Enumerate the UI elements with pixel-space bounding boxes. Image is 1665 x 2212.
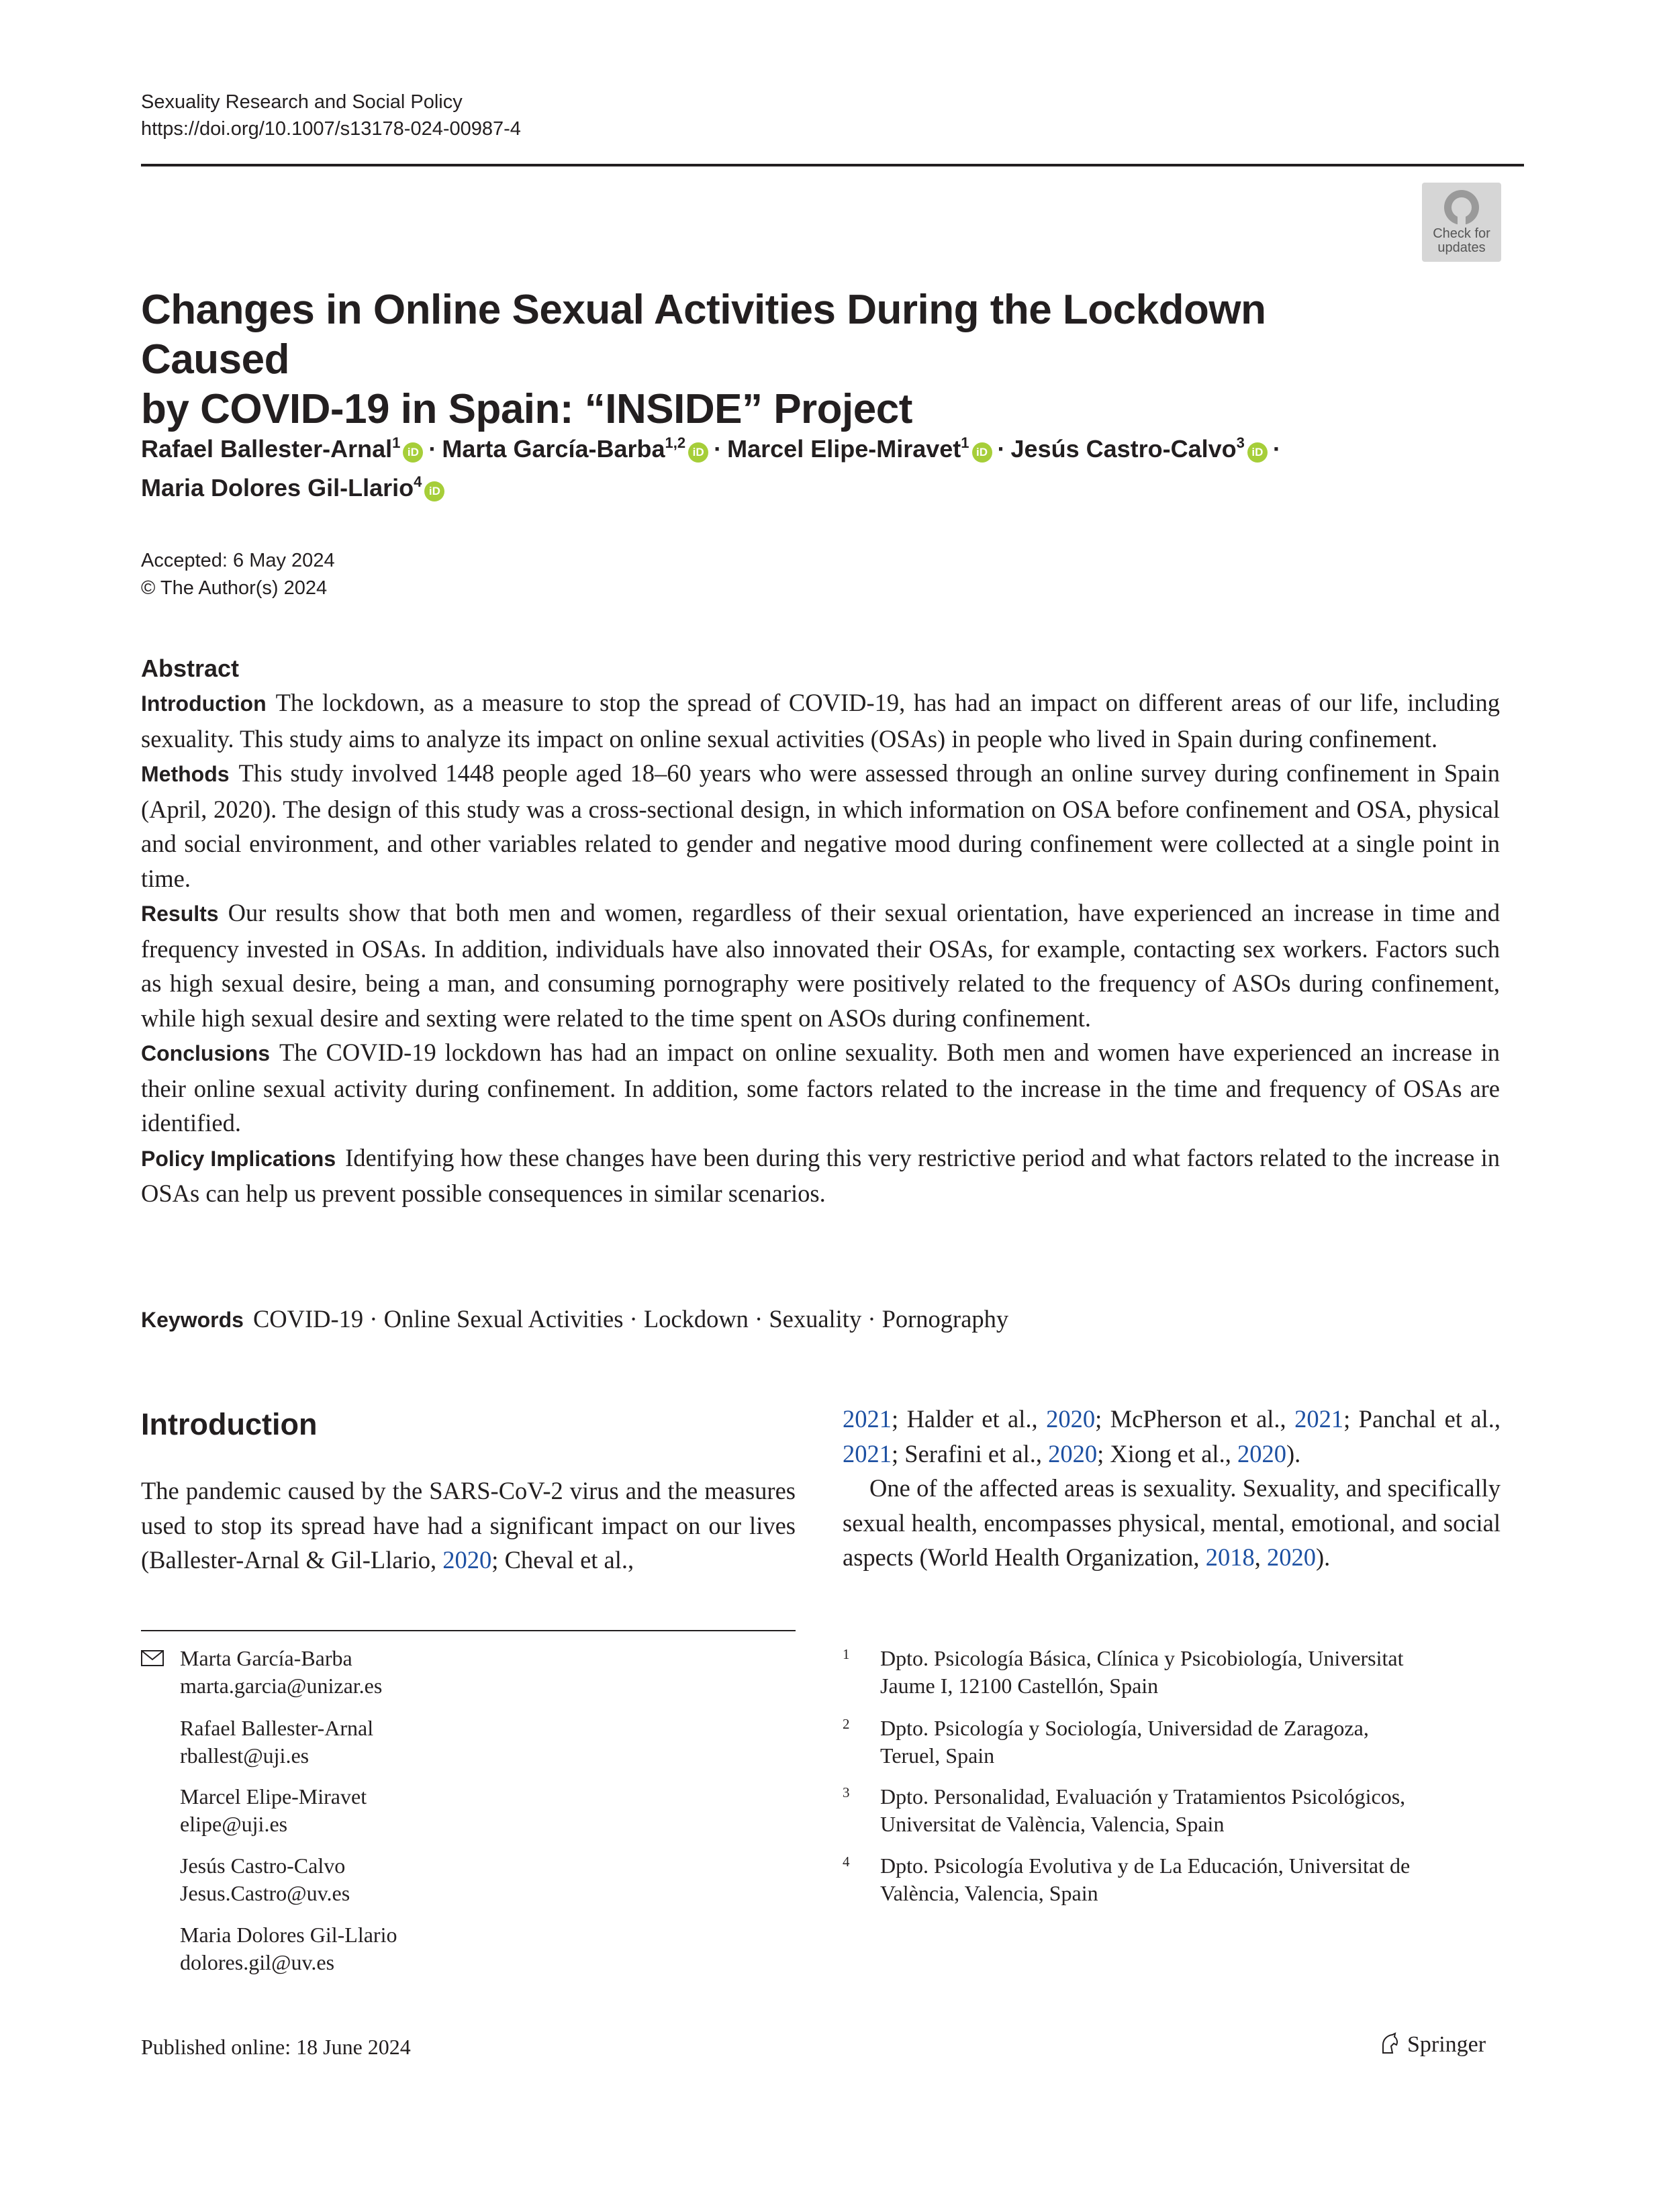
envelope-icon — [141, 1650, 164, 1666]
author-name[interactable]: Rafael Ballester-Arnal — [141, 435, 393, 463]
contact-email[interactable]: Jesus.Castro@uv.es — [180, 1881, 350, 1905]
keywords — [141, 1302, 1008, 1337]
title-line-1: Changes in Online Sexual Activities During the Lockdown Caused — [141, 287, 1266, 383]
abstract-conclusions — [141, 1035, 1500, 1141]
contact-name: Marcel Elipe-Miravet — [180, 1784, 367, 1809]
citation-link[interactable]: 2021 — [1294, 1405, 1344, 1433]
introduction-left-column — [141, 1474, 796, 1578]
body-text: ; Panchal et al., — [1343, 1405, 1501, 1433]
citation-link[interactable]: 2021 — [843, 1439, 892, 1468]
citation-link[interactable]: 2020 — [1266, 1543, 1316, 1571]
body-text: ; McPherson et al., — [1095, 1405, 1295, 1433]
orcid-icon[interactable]: iD — [1247, 442, 1268, 463]
affiliation-number: 2 — [843, 1716, 850, 1732]
paragraph-2 — [843, 1471, 1501, 1575]
section-label: Conclusions — [141, 1041, 271, 1065]
publication-dates — [141, 547, 335, 602]
contact-name: Maria Dolores Gil-Llario — [180, 1923, 397, 1947]
contact-name: Marta García-Barba — [180, 1646, 352, 1670]
section-label: Results — [141, 902, 219, 926]
author-separator: · — [428, 435, 437, 463]
affiliation-text: Dpto. Personalidad, Evaluación y Tratamientos Psicológicos, — [880, 1784, 1406, 1809]
springer-horse-icon — [1378, 2031, 1402, 2056]
affiliation-text: Teruel, Spain — [880, 1743, 995, 1768]
abstract — [141, 652, 1500, 1211]
keywords-text: COVID-19 · Online Sexual Activities · Lockdown · Sexuality · Pornography — [252, 1305, 1009, 1333]
contact-email[interactable]: dolores.gil@uv.es — [180, 1950, 335, 1974]
author-affil-sup: 1 — [392, 434, 401, 451]
published-online: Published online: 18 June 2024 — [141, 2035, 411, 2059]
author-name[interactable]: Maria Dolores Gil-Llario — [141, 474, 414, 501]
author-name[interactable]: Marcel Elipe-Miravet — [727, 435, 961, 463]
orcid-icon[interactable]: iD — [688, 442, 708, 463]
keywords-label: Keywords — [141, 1308, 244, 1332]
affiliation-text: Dpto. Psicología y Sociología, Universidad de Zaragoza, — [880, 1716, 1369, 1740]
contact-entry — [180, 1921, 397, 1976]
author-name[interactable]: Jesús Castro-Calvo — [1010, 435, 1237, 463]
citation-link[interactable]: 2020 — [1237, 1439, 1286, 1468]
abstract-results — [141, 896, 1500, 1035]
author-affil-sup: 1 — [961, 434, 969, 451]
contact-name: Rafael Ballester-Arnal — [180, 1716, 374, 1740]
section-text: The COVID-19 lockdown has had an impact on online sexuality. Both men and women have experienced an increase in their online sexual activity during confinement. In addition, some factors related to the increase in the time and frequency of OSAs are identified. — [141, 1039, 1500, 1137]
badge-label-1: Check for — [1433, 226, 1490, 241]
contact-email[interactable]: marta.garcia@unizar.es — [180, 1674, 383, 1698]
affiliation-text: Dpto. Psicología Evolutiva y de La Educación, Universitat de — [880, 1854, 1411, 1878]
affiliation-text: Dpto. Psicología Básica, Clínica y Psicobiología, Universitat — [880, 1646, 1404, 1670]
orcid-icon[interactable]: iD — [424, 481, 444, 501]
author-affil-sup: 4 — [414, 473, 422, 490]
body-text: ; Cheval et al., — [491, 1546, 634, 1574]
body-text: ). — [1286, 1439, 1301, 1468]
header-rule — [141, 164, 1524, 166]
section-text: This study involved 1448 people aged 18–60 years who were assessed through an online survey during confinement in Spain (April, 2020). The design of this study was a cross-sectional design, in which information on OSA before confinement and OSA, physical and social environment, and other variables related to gender and negative mood during confinement were collected at a single point in time. — [141, 759, 1500, 892]
contact-entry — [180, 1783, 367, 1838]
orcid-icon[interactable]: iD — [403, 442, 423, 463]
footnote-rule — [141, 1630, 796, 1631]
body-text: , — [1254, 1543, 1267, 1571]
author-separator: · — [1272, 435, 1281, 463]
affiliation-text: València, Valencia, Spain — [880, 1881, 1098, 1905]
citation-link[interactable]: 2018 — [1205, 1543, 1255, 1571]
journal-name: Sexuality Research and Social Policy — [141, 91, 463, 113]
author-affil-sup: 3 — [1236, 434, 1245, 451]
citation-link[interactable]: 2020 — [442, 1546, 492, 1574]
section-text: Identifying how these changes have been during this very restrictive period and what factors related to the increase in OSAs can help us prevent possible consequences in similar scenarios. — [141, 1143, 1500, 1207]
author-affil-sup: 1,2 — [665, 434, 686, 451]
citation-link[interactable]: 2020 — [1048, 1439, 1098, 1468]
body-text: ; Halder et al., — [892, 1405, 1047, 1433]
section-label: Methods — [141, 762, 230, 786]
contact-email[interactable]: rballest@uji.es — [180, 1743, 310, 1768]
introduction-heading: Introduction — [141, 1407, 318, 1441]
affiliation-text: Jaume I, 12100 Castellón, Spain — [880, 1674, 1159, 1698]
body-text: One of the affected areas is sexuality. Sexuality, and specifically sexual health, encompasses physical, mental, emotional, and social aspects (World Health Organization, — [843, 1474, 1501, 1571]
author-name[interactable]: Marta García-Barba — [442, 435, 665, 463]
check-updates-icon — [1442, 188, 1481, 227]
paper-title — [141, 285, 1417, 434]
body-text: ; Xiong et al., — [1097, 1439, 1237, 1468]
author-list — [141, 430, 1417, 508]
journal-header — [141, 89, 521, 142]
body-text: The pandemic caused by the SARS-CoV-2 virus and the measures used to stop its spread have had a significant impact on our lives (Ballester-Arnal & Gil-Llario, — [141, 1477, 796, 1574]
contact-email[interactable]: elipe@uji.es — [180, 1812, 288, 1836]
copyright-line: © The Author(s) 2024 — [141, 577, 328, 599]
citation-link[interactable]: 2021 — [843, 1405, 892, 1433]
contact-entry — [180, 1645, 382, 1700]
section-text: Our results show that both men and women, regardless of their sexual orientation, have experienced an increase in time and frequency invested in OSAs. In addition, individuals have also innovated their OSAs, for example, contacting sex workers. Factors such as high sexual desire, being a man, and consuming pornography were positively related to the frequency of ASOs during confinement, while high sexual desire and sexting were related to the time spent on ASOs during confinement. — [141, 899, 1500, 1032]
publisher-logo — [1378, 2030, 1486, 2060]
author-separator: · — [997, 435, 1006, 463]
affiliation-text: Universitat de València, Valencia, Spain — [880, 1812, 1225, 1836]
introduction-right-column — [843, 1402, 1501, 1575]
paragraph-continued — [843, 1402, 1501, 1471]
section-text: The lockdown, as a measure to stop the spread of COVID-19, has had an impact on different areas of our life, including sexuality. This study aims to analyze its impact on online sexual activities (OSAs) in people who lived in Spain during confinement. — [141, 689, 1500, 753]
accepted-date: Accepted: 6 May 2024 — [141, 550, 335, 571]
doi-link[interactable]: https://doi.org/10.1007/s13178-024-00987-4 — [141, 118, 521, 140]
author-separator: · — [714, 435, 722, 463]
citation-link[interactable]: 2020 — [1046, 1405, 1096, 1433]
contact-entry — [180, 1715, 373, 1770]
section-label: Policy Implications — [141, 1146, 336, 1171]
orcid-icon[interactable]: iD — [972, 442, 992, 463]
contact-name: Jesús Castro-Calvo — [180, 1854, 346, 1878]
affiliation-number: 3 — [843, 1784, 850, 1800]
title-line-2: by COVID-19 in Spain: “INSIDE” Project — [141, 386, 912, 432]
affiliation-number: 1 — [843, 1646, 850, 1662]
badge-label-2: updates — [1437, 240, 1486, 255]
abstract-methods — [141, 756, 1500, 896]
affiliation-number: 4 — [843, 1854, 850, 1870]
check-for-updates-badge[interactable] — [1422, 183, 1501, 262]
body-text: ). — [1315, 1543, 1331, 1571]
abstract-introduction — [141, 685, 1500, 756]
abstract-heading: Abstract — [141, 655, 240, 682]
publisher-name: Springer — [1407, 2032, 1486, 2057]
body-text: ; Serafini et al., — [892, 1439, 1049, 1468]
section-label: Introduction — [141, 691, 267, 716]
abstract-policy — [141, 1141, 1500, 1211]
contact-entry — [180, 1852, 350, 1907]
